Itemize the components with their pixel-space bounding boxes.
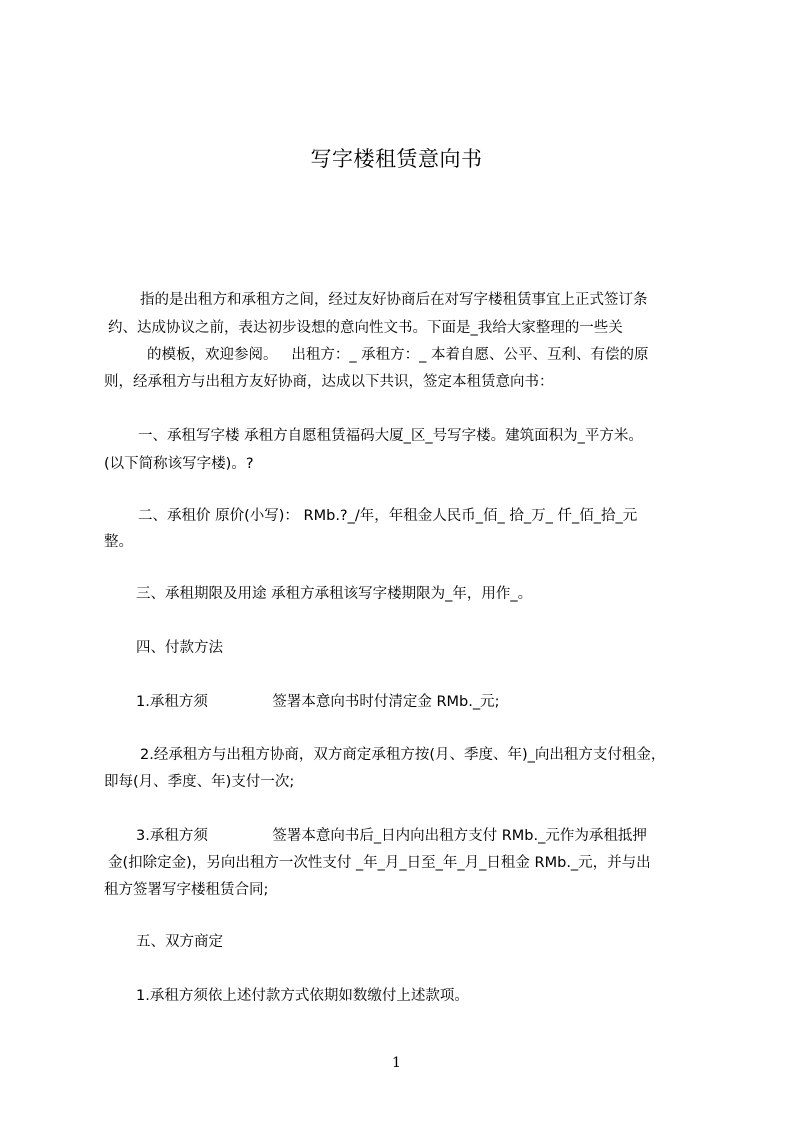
- payment-item-2-line-1: 2.经承租方与出租方协商，双方商定承租方按(月、季度、年)_向出租方支付租金，: [140, 747, 666, 763]
- payment-item-3-line-3: 租方签署写字楼租赁合同;: [104, 882, 269, 898]
- payment-item-3-line-1: 3.承租方须 签署本意向书后_日内向出租方支付 RMb._元作为承租抵押: [136, 828, 647, 844]
- section-1-line-1: 一、承租写字楼 承租方自愿租赁福码大厦_区_号写字楼。建筑面积为_平方米。: [138, 428, 643, 444]
- payment-item-2-line-2: 即每(月、季度、年)支付一次;: [104, 774, 295, 790]
- intro-line-2: 约、达成协议之前，表达初步设想的意向性文书。下面是_我给大家整理的一些关: [108, 320, 623, 336]
- section-4-heading: 四、付款方法: [136, 640, 223, 656]
- intro-line-1: 指的是出租方和承租方之间，经过友好协商后在对写字楼租赁事宜上正式签订条: [140, 292, 648, 308]
- payment-item-3-line-2: 金(扣除定金)，另向出租方一次性支付 _年_月_日至_年_月_日租金 RMb._元，并与出: [108, 855, 651, 871]
- section-5-heading: 五、双方商定: [136, 934, 223, 950]
- intro-line-3: 的模板，欢迎参阅。 出租方：_ 承租方：_ 本着自愿、公平、互利、有偿的原: [147, 347, 649, 363]
- section-3-line: 三、承租期限及用途 承租方承租该写字楼期限为_年，用作_。: [136, 586, 533, 602]
- payment-item-1: 1.承租方须 签署本意向书时付清定金 RMb._元;: [136, 694, 500, 710]
- document-title: 写字楼租赁意向书: [310, 147, 483, 171]
- page-number: 1: [392, 1055, 401, 1071]
- intro-line-4: 则，经承租方与出租方友好协商，达成以下共识，签定本租赁意向书：: [104, 374, 554, 390]
- section-1-line-2: (以下简称该写字楼)。?: [104, 456, 254, 472]
- section-2-line-2: 整。: [104, 534, 133, 550]
- section-2-line-1: 二、承租价 原价(小写)： RMb.?_/年，年租金人民币_佰_ 拾_万_ 仟_佰_拾_元: [138, 508, 638, 524]
- agreement-item-1: 1.承租方须依上述付款方式依期如数缴付上述款项。: [136, 988, 469, 1004]
